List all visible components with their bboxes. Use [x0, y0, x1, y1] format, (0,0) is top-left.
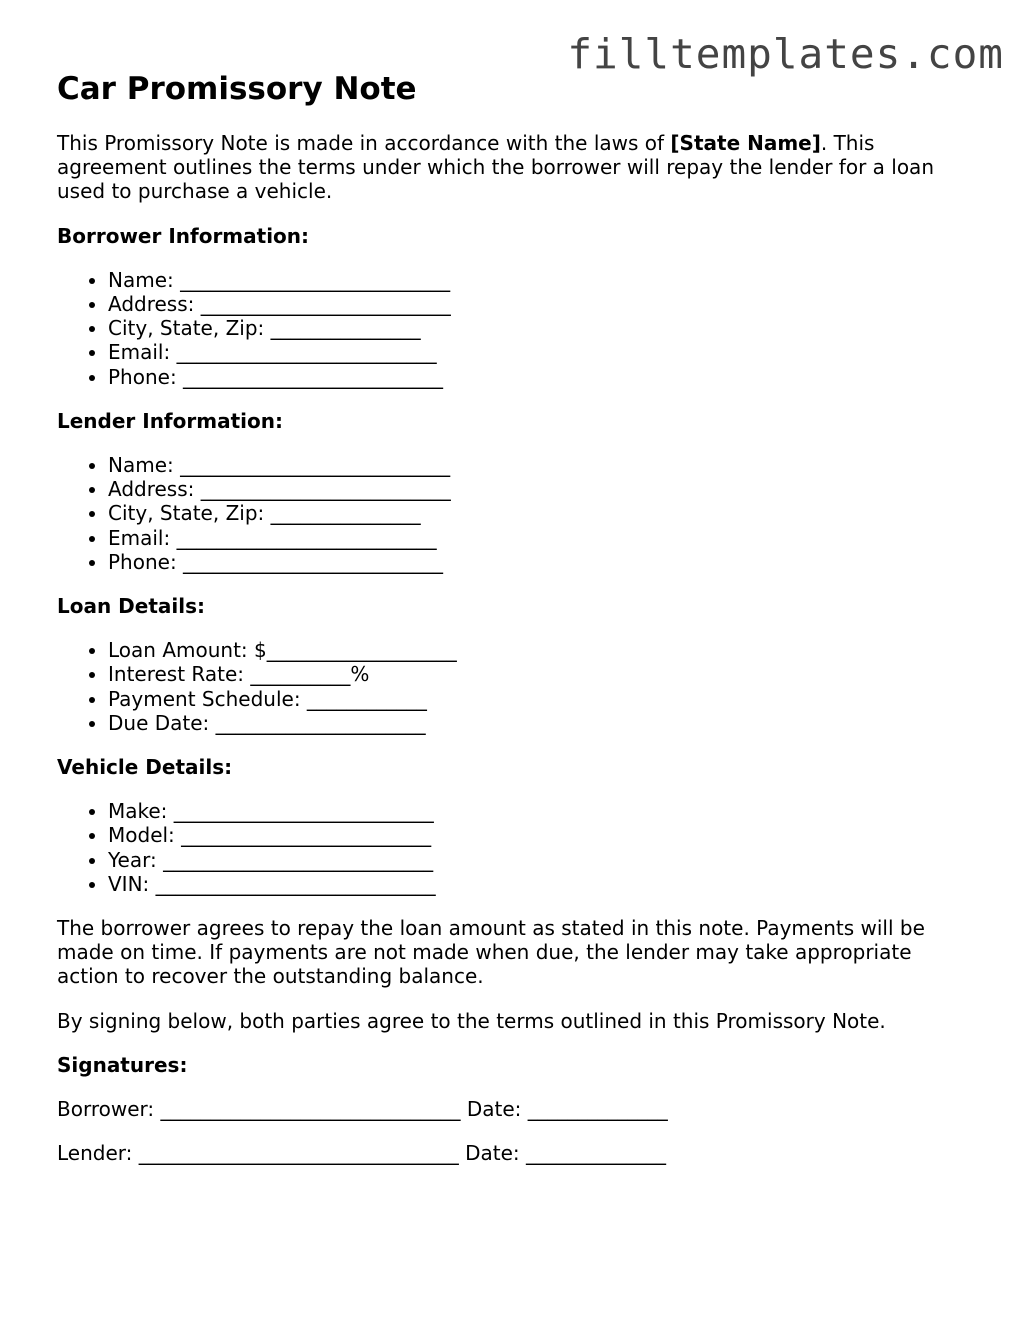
watermark: filltemplates.com	[567, 30, 1004, 78]
lender-heading: Lender Information:	[57, 408, 283, 433]
lender-field-list	[57, 453, 977, 574]
loan-details-heading: Loan Details:	[57, 594, 206, 619]
lender-email-field: • Email: __________________________	[108, 526, 977, 550]
state-name-placeholder: [State Name]	[670, 131, 821, 155]
intro-text-after: . This agreement outlines the terms under which the borrower will repay the lender for a loan used to purchase a vehicle.	[57, 131, 934, 204]
borrower-address-field: • Address: _________________________	[108, 292, 977, 316]
vehicle-vin-field: • VIN: ____________________________	[108, 872, 977, 896]
vehicle-year-field: • Year: ___________________________	[108, 848, 977, 872]
loan-field-list	[57, 638, 977, 735]
lender-signature-line: Lender: ________________________________ Date: ______________	[57, 1141, 666, 1166]
lender-address-field: • Address: _________________________	[108, 477, 977, 501]
borrower-heading: Borrower Information:	[57, 223, 310, 248]
lender-name-field: • Name: ___________________________	[108, 453, 977, 477]
borrower-signature-line: Borrower: ______________________________ Date: ______________	[57, 1097, 668, 1122]
intro-paragraph	[57, 131, 977, 204]
vehicle-model-field: • Model: _________________________	[108, 823, 977, 847]
due-date-field: • Due Date: _____________________	[108, 711, 977, 735]
document-title: Car Promissory Note	[57, 71, 417, 107]
payment-schedule-field: • Payment Schedule: ____________	[108, 687, 977, 711]
document-page	[57, 66, 977, 1186]
lender-city-state-zip-field: • City, State, Zip: _______________	[108, 501, 977, 525]
signatures-heading: Signatures:	[57, 1052, 188, 1077]
intro-text-before: This Promissory Note is made in accordance with the laws of	[57, 131, 671, 155]
borrower-field-list	[57, 268, 977, 389]
interest-rate-field: • Interest Rate: __________%	[108, 662, 977, 686]
borrower-city-state-zip-field: • City, State, Zip: _______________	[108, 316, 977, 340]
vehicle-make-field: • Make: __________________________	[108, 799, 977, 823]
vehicle-field-list	[57, 799, 977, 896]
lender-phone-field: • Phone: __________________________	[108, 550, 977, 574]
borrower-phone-field: • Phone: __________________________	[108, 365, 977, 389]
repayment-terms-paragraph: The borrower agrees to repay the loan amount as stated in this note. Payments will be made on time. If payments are not made when due, the lender may take appropriate action to recover the outstanding balance.	[57, 916, 925, 989]
borrower-name-field: • Name: ___________________________	[108, 268, 977, 292]
vehicle-details-heading: Vehicle Details:	[57, 755, 233, 780]
loan-amount-field: • Loan Amount: $___________________	[108, 638, 977, 662]
agreement-paragraph: By signing below, both parties agree to the terms outlined in this Promissory Note.	[57, 1008, 886, 1033]
borrower-email-field: • Email: __________________________	[108, 340, 977, 364]
